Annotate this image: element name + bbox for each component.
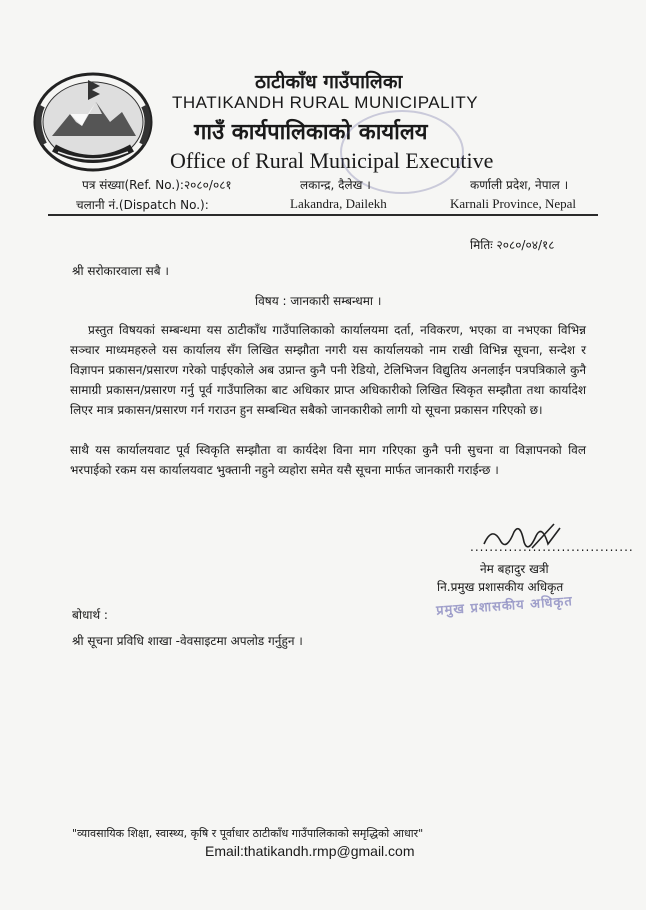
subject-line: विषय : जानकारी सम्बन्धमा । [255,294,382,308]
office-name-nepali: गाउँ कार्यपालिकाको कार्यालय [194,120,428,145]
reference-number: पत्र संख्या(Ref. No.):२०८०/०८१ [82,178,232,192]
body-paragraph-1: प्रस्तुत विषयकां सम्बन्धमा यस ठाटीकाँध गाउँपालिकाको कार्यालयमा दर्ता, नविकरण, भएका वा नभएका विभिन्न सञ्चार माध्यमहरुले यस कार्यालय सँग लिखित सम्झौता नगरी यस कार्यालयको नाम राखी विभिन्न सूचना, सन्देश र विज्ञापन प्रकासन/प्रसारण गरेको पाईएकोले अब उप्रान्त कुनै पनी रेडियो, टेलिभिजन विद्युतिय अनलाईन पत्रपत्रिकाले कुनै सामाग्री प्रकासन/प्रसारण गर्नु पूर्व गाउँपालिका बाट अधिकार प्राप्त अधिकारीको लिखित स्विकृत सम्झौता तथा कार्यादेश लिएर मात्र प्रकासन/प्रसारण गर्न गराउन हुन सम्बन्धित सबैको जानकारीको लागी यो सूचना प्रकासन गरिएको छ। [70,323,586,417]
location-nepali: लकान्द्र, दैलेख । [300,178,371,192]
municipality-name-nepali: ठाटीकाँध गाउँपालिका [255,71,403,93]
signatory-title: नि.प्रमुख प्रशासकीय अधिकृत [437,580,564,594]
cc-label: बोधार्थ : [72,608,108,622]
header-divider [48,214,598,216]
location-english: Lakandra, Dailekh [290,196,387,211]
official-stamp: प्रमुख प्रशासकीय अधिकृत [435,594,574,619]
nepal-government-emblem-icon [30,66,156,174]
footer-motto: "व्यावसायिक शिक्षा, स्वास्थ्य, कृषि र पूर्वाधार ठाटीकाँध गाउँपालिकाको समृद्धिको आधार" [72,827,424,840]
province-english: Karnali Province, Nepal [450,196,576,211]
footer-email: Email:thatikandh.rmp@gmail.com [205,843,415,859]
signatory-name: नेम बहादुर खत्री [480,562,549,576]
body-paragraph-2: साथै यस कार्यालयवाट पूर्व स्विकृति सम्झौता वा कार्यदेश विना माग गरिएका कुनै पनी सुचना वा विज्ञापनको विल भरपाईको रकम यस कार्यालयवाट भुक्तानी नहुने व्यहोरा समेत यसै सूचना मार्फत जानकारी गराईन्छ । [70,443,586,477]
municipality-name-english: THATIKANDH RURAL MUNICIPALITY [172,93,479,112]
dispatch-number: चलानी नं.(Dispatch No.): [76,198,209,212]
office-name-english: Office of Rural Municipal Executive [170,148,494,173]
cc-item: श्री सूचना प्रविधि शाखा -वेवसाइटमा अपलोड गर्नुहुन । [72,634,303,648]
letter-date: मितिः २०८०/०४/१८ [470,238,555,252]
signature-line: .................................. [470,540,634,554]
province-nepali: कर्णाली प्रदेश, नेपाल । [470,178,569,192]
recipient: श्री सरोकारवाला सबै । [72,264,169,278]
